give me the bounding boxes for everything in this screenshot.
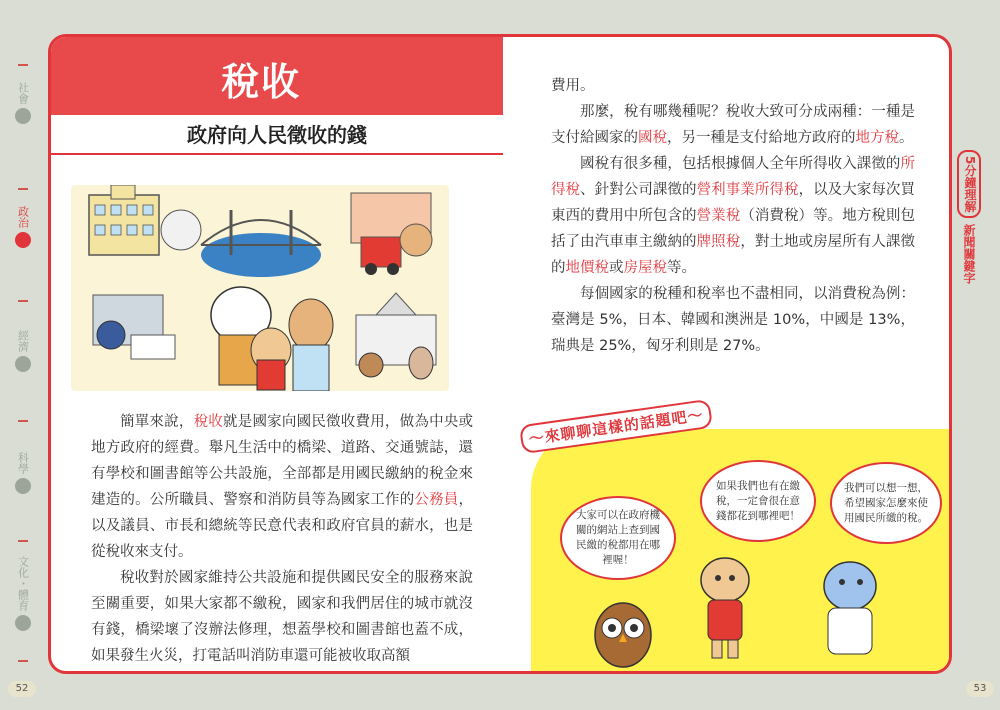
tab-economy[interactable] (12, 330, 34, 372)
paragraph: 每個國家的稅種和稅率也不盡相同，以消費稅為例：臺灣是 5%，日本、韓國和澳洲是 10%，中國是 13%，瑞典是 25%，匈牙利則是 27%。 (551, 286, 915, 354)
tab-divider (18, 300, 28, 302)
flask-icon (15, 478, 31, 494)
keyword-income-tax: 所得稅 (551, 156, 915, 198)
page-number-left: 52 (8, 681, 36, 697)
tab-divider (18, 540, 28, 542)
dog-character (690, 552, 760, 662)
paragraph: 簡單來說，稅收就是國家向國民徵收費用，做為中央或地方政府的經費。舉凡生活中的橋梁、道路、交通號誌，還有學校和圖書館等公共設施，全部都是用國民繳納的稅金來建造的。公所職員、警察和消防員等為國家工作的公務員，以及議員、市長和總統等民意代表和政府官員的薪水，也是從稅收來支付。 (91, 414, 474, 560)
paragraph: 稅收對於國家維持公共設施和提供國民安全的服務來說至關重要，如果大家都不繳稅，國家和我們居住的城市就沒有錢，橋梁壞了沒辦法修理，想蓋學校和圖書館也蓋不成，如果發生火災，打電話叫消防車還可能被收取高額 (91, 570, 473, 664)
keyword-tax: 稅收 (193, 414, 224, 430)
tab-label: 社會 (16, 82, 30, 104)
keyword-business-income-tax: 營利事業所得稅 (696, 182, 799, 198)
public-facilities-illustration (71, 185, 449, 391)
illustration (71, 185, 449, 391)
runner-icon (15, 615, 31, 631)
news-keyword-label: 新聞關鍵字 (962, 224, 976, 285)
keyword-business-tax: 營業稅 (696, 208, 741, 224)
keyword-land-value-tax: 地價稅 (565, 260, 609, 276)
tab-divider (18, 420, 28, 422)
tab-divider (18, 64, 28, 66)
tab-label: 經濟 (16, 330, 30, 352)
speech-bubble-owl: 大家可以在政府機關的網站上查到國民繳的稅都用在哪裡喔！ (560, 496, 676, 580)
paragraph: 國稅有很多種，包括根據個人全年所得收入課徵的所得稅、針對公司課徵的營利事業所得稅，以及大家每次買東西的費用中所包含的營業稅（消費稅）等。地方稅則包括了由汽車車主繳納的牌照稅，對土地或房屋所有人課徵的地價稅或房屋稅等。 (551, 156, 915, 276)
discussion-title: ～來聊聊這樣的話題吧～ (519, 399, 713, 454)
tab-label: 政治 (16, 206, 30, 228)
speech-bubble-elephant: 我們可以想一想，希望國家怎麼來使用國民所繳的稅。 (830, 462, 942, 544)
money-icon (15, 356, 31, 372)
five-min-label: 5分鐘理解 (957, 150, 981, 218)
parliament-icon (15, 232, 31, 248)
tab-divider (18, 660, 28, 662)
tab-culture-sports[interactable] (12, 556, 34, 631)
page-number-right: 53 (966, 681, 994, 697)
keyword-national-tax: 國稅 (638, 130, 667, 146)
speech-bubble-dog: 如果我們也有在繳稅，一定會很在意錢都花到哪裡吧！ (700, 460, 816, 542)
page-title: 稅收 (221, 60, 302, 104)
paragraph: 那麼，稅有哪幾種呢？稅收大致可分成兩種：一種是支付給國家的國稅，另一種是支付給地方政府的地方稅。 (551, 104, 915, 146)
keyword-civil-servant: 公務員 (414, 492, 459, 508)
page-subtitle: 政府向人民徵收的錢 (51, 115, 503, 155)
paragraph: 費用。 (551, 78, 595, 94)
owl-character (588, 590, 658, 670)
chapter-sidebar (0, 0, 46, 710)
keyword-local-tax: 地方稅 (855, 130, 899, 146)
tab-society[interactable] (12, 82, 34, 124)
tab-politics[interactable] (12, 206, 34, 248)
title-bar (51, 37, 503, 115)
people-icon (15, 108, 31, 124)
elephant-character (810, 556, 890, 666)
section-tab (954, 150, 984, 284)
tab-divider (18, 188, 28, 190)
tab-science[interactable] (12, 452, 34, 494)
tab-label: 科學 (16, 452, 30, 474)
keyword-house-tax: 房屋稅 (623, 260, 667, 276)
right-body-text (551, 73, 915, 359)
keyword-license-tax: 牌照稅 (696, 234, 741, 250)
left-body-text (91, 409, 473, 669)
tab-label: 文化・體育 (16, 556, 30, 611)
